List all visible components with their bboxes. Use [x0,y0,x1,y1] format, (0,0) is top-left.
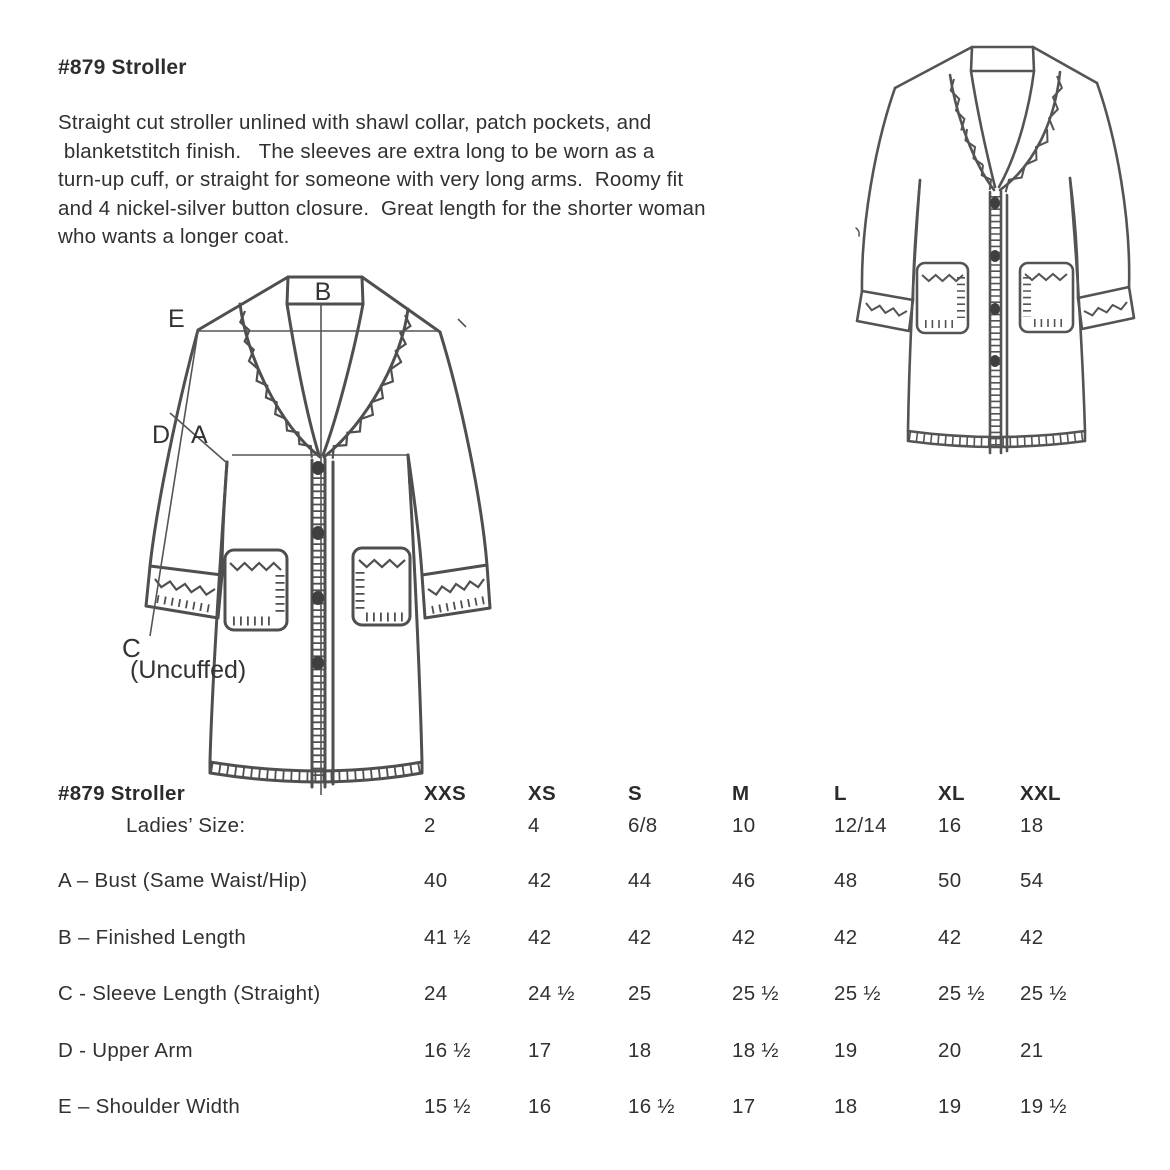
collar-trim-zigzag [951,79,965,131]
left-sleeve-outline [862,88,895,291]
size-value-cell: 46 [732,869,756,892]
size-number: 4 [528,814,540,837]
size-table-header-row [58,781,1114,807]
size-value-cell: 19 [834,1039,858,1062]
stray-pen-mark [458,319,466,327]
size-value-cell: 18 ½ [732,1039,779,1062]
size-value-cell: 21 [1020,1039,1044,1062]
table-row [58,981,1114,1007]
size-value-cell: 42 [1020,926,1044,949]
size-value-cell: 16 ½ [628,1095,675,1118]
size-value-cell: 42 [834,926,858,949]
uncuffed-note: (Uncuffed) [130,656,247,684]
size-number: 18 [1020,814,1044,837]
measurement-label-c: C [122,633,141,663]
size-number: 16 [938,814,962,837]
size-column-header: L [834,782,847,805]
size-column-header: XXL [1020,782,1061,805]
size-value-cell: 25 ½ [938,982,985,1005]
size-value-cell: 24 [424,982,448,1005]
size-value-cell: 19 ½ [1020,1095,1067,1118]
collar-outer-left [240,304,320,457]
cuff-stitches [157,599,212,609]
size-value-cell: 15 ½ [424,1095,471,1118]
size-value-cell: 41 ½ [424,926,471,949]
collar-outer-left [950,75,994,190]
size-value-cell: 18 [628,1039,652,1062]
size-value-cell: 44 [628,869,652,892]
size-column-header: S [628,782,642,805]
size-value-cell: 40 [424,869,448,892]
size-value-cell: 42 [528,869,552,892]
size-value-cell: 17 [528,1039,552,1062]
right-sleeve-outline [1097,83,1129,287]
page-title: #879 Stroller [58,56,187,79]
size-value-cell: 42 [628,926,652,949]
size-value-cell: 42 [732,926,756,949]
coat-illustration [845,25,1145,470]
size-value-cell: 42 [938,926,962,949]
button [990,250,1000,262]
cuff-trim-zigzag [1084,302,1127,315]
description-line: and 4 nickel-silver button closure. Great length for the shorter woman [58,196,706,220]
size-column-header: XL [938,782,965,805]
button [312,591,324,605]
size-value-cell: 54 [1020,869,1044,892]
size-value-cell: 18 [834,1095,858,1118]
right-sleeve-outline [440,332,487,565]
measurement-row-label: C - Sleeve Length (Straight) [58,982,321,1005]
size-value-cell: 16 ½ [424,1039,471,1062]
size-number: 6/8 [628,814,658,837]
size-value-cell: 42 [528,926,552,949]
size-value-cell: 24 ½ [528,982,575,1005]
size-value-cell: 25 ½ [834,982,881,1005]
description-line: blanketstitch finish. The sleeves are extra long to be worn as a [58,139,655,163]
size-row-header: Ladies’ Size: [126,814,246,837]
measurement-label-d: D [152,421,171,449]
size-value-cell: 48 [834,869,858,892]
size-column-header: XXS [424,782,466,805]
pocket-trim-zigzag [1025,274,1067,280]
measurement-label-e: E [168,305,185,333]
size-value-cell: 17 [732,1095,756,1118]
size-value-cell: 50 [938,869,962,892]
button [312,526,324,540]
measurement-row-label: A – Bust (Same Waist/Hip) [58,869,308,892]
size-value-cell: 16 [528,1095,552,1118]
size-number: 10 [732,814,756,837]
table-product-label: #879 Stroller [58,782,185,805]
shoulder-seam-left [895,47,972,88]
right-cuff [1078,287,1134,329]
shoulder-seam-right [362,277,440,332]
pocket-trim-zigzag [922,275,963,281]
cuff-trim-zigzag [428,579,484,595]
measurement-label-b: B [314,278,332,306]
product-description [58,109,706,252]
button [990,355,1000,367]
table-row [58,868,1114,894]
pocket-trim-zigzag [359,560,405,567]
size-value-cell: 25 ½ [1020,982,1067,1005]
size-value-cell: 25 ½ [732,982,779,1005]
back-collar [971,47,1034,71]
pocket-trim-zigzag [230,563,281,570]
coat-measurement-diagram [112,263,532,803]
table-row [58,925,1114,951]
size-value-cell: 20 [938,1039,962,1062]
size-column-header: XS [528,782,556,805]
button [990,303,1000,315]
description-line: Straight cut stroller unlined with shawl collar, patch pockets, and [58,111,652,134]
size-number-row [58,813,1114,839]
size-value-cell: 25 [628,982,652,1005]
size-value-cell: 19 [938,1095,962,1118]
size-column-header: M [732,782,750,805]
measurement-row-label: E – Shoulder Width [58,1095,241,1118]
stray-pen-mark [856,228,859,236]
cuff-trim-zigzag [155,579,215,595]
table-row [58,1094,1114,1120]
measurement-label-a: A [191,421,208,449]
shoulder-seam-right [1033,47,1097,83]
measurement-row-label: D - Upper Arm [58,1039,193,1062]
description-line: turn-up cuff, or straight for someone with very long arms. Roomy fit [58,168,684,192]
button [312,656,324,670]
table-row [58,1038,1114,1064]
measurement-row-label: B – Finished Length [58,926,247,949]
size-number: 12/14 [834,814,887,837]
collar-trim-zigzag [966,129,984,165]
collar-trim-zigzag [1049,76,1062,130]
button [990,197,1000,209]
button [312,461,324,475]
size-number: 2 [424,814,436,837]
collar-inner-right [999,71,1034,187]
description-line: who wants a longer coat. [58,225,290,249]
cuff-trim-zigzag [866,303,907,316]
